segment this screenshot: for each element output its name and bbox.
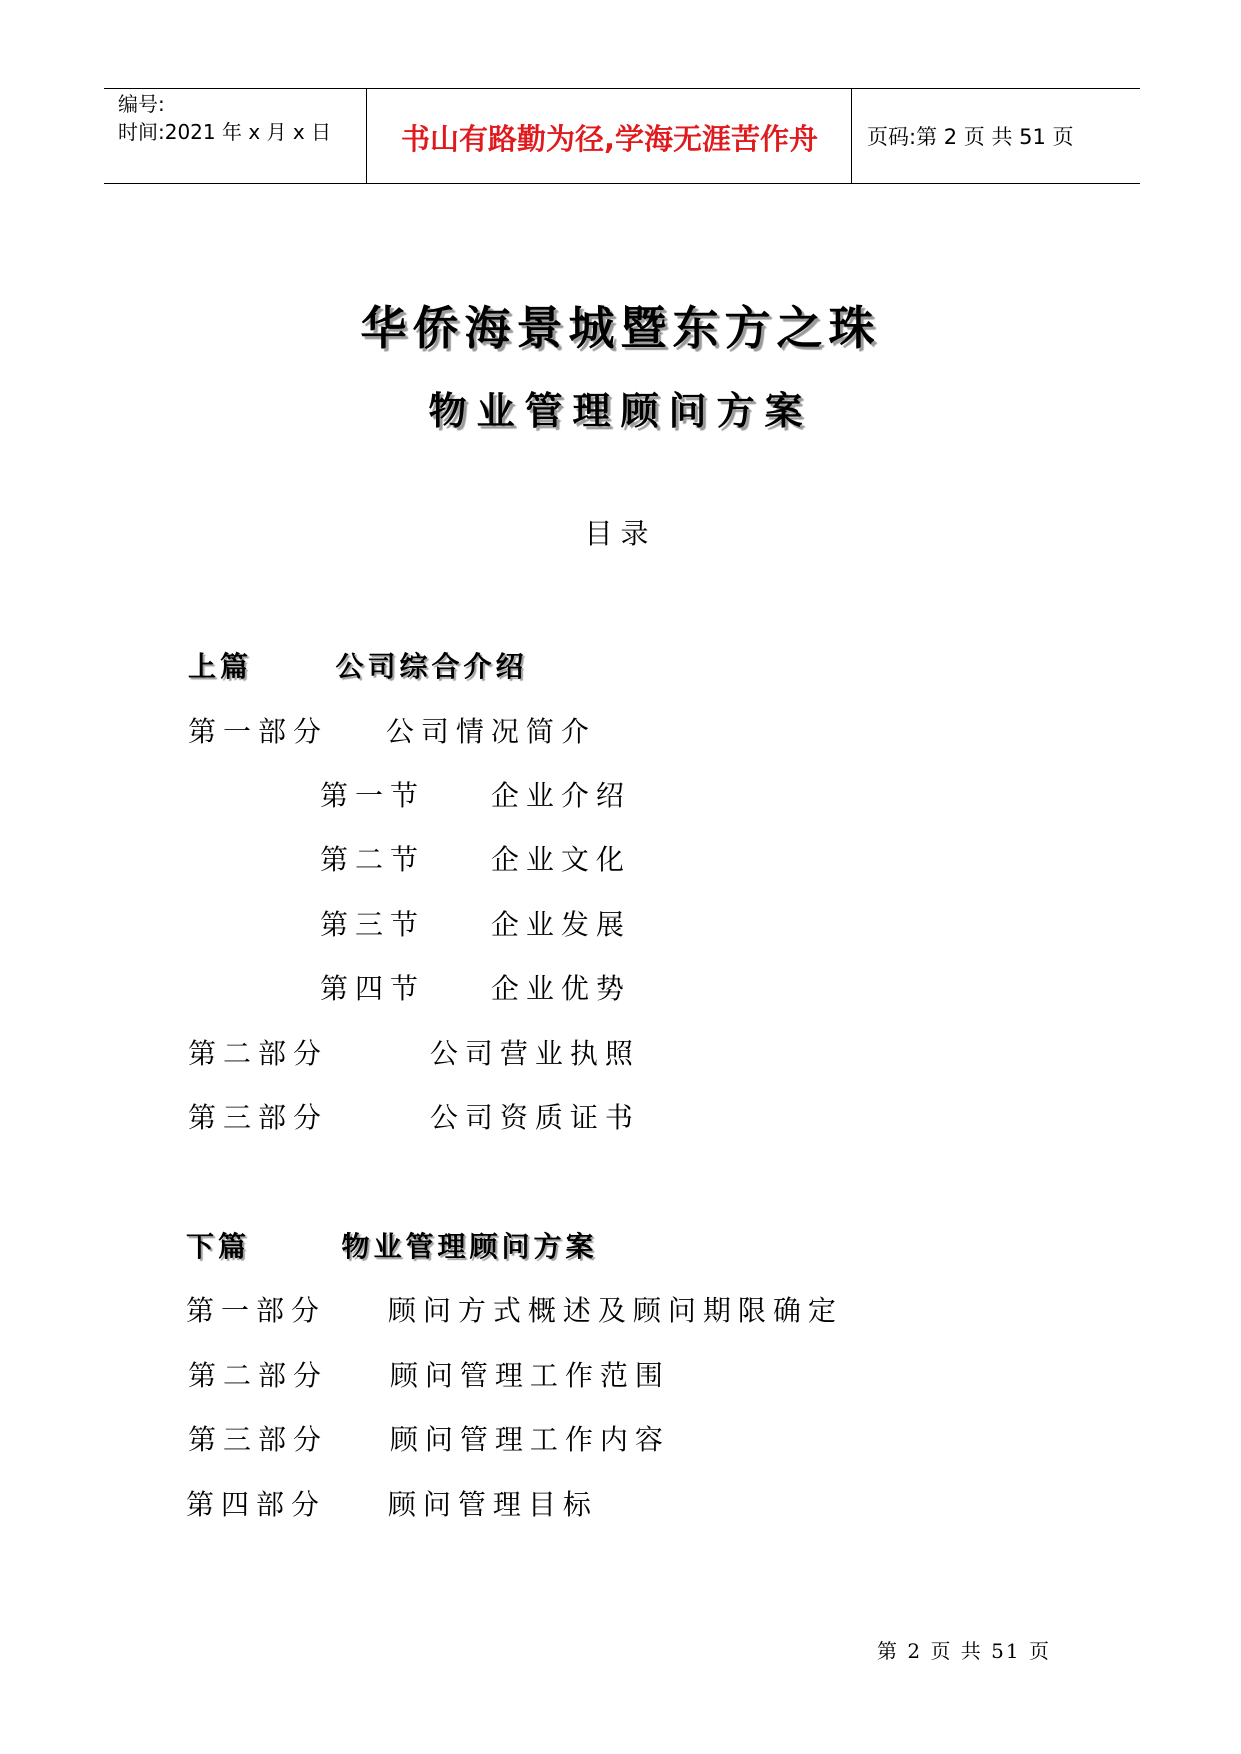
toc-part-entry [186, 1483, 598, 1523]
toc-part-title: 顾问方式概述及顾问期限确定 [387, 1294, 843, 1327]
toc-part-label: 第一部分 [186, 1294, 327, 1327]
toc-section-title: 企业介绍 [490, 779, 631, 812]
toc-section-title: 企业优势 [490, 972, 631, 1005]
header-page-number: 页码:第 2 页 共 51 页 [867, 125, 1074, 149]
toc-part-entry [186, 1289, 843, 1329]
page-footer-number: 第 2 页 共 51 页 [877, 1639, 1051, 1663]
toc-part-title: 公司营业执照 [429, 1037, 640, 1070]
toc-section-title: 企业文化 [490, 843, 631, 876]
header-meta-cell [104, 89, 367, 183]
toc-part-title: 顾问管理目标 [387, 1488, 598, 1521]
header-motto: 书山有路勤为径,学海无涯苦作舟 [400, 122, 819, 156]
toc-section-entry [320, 838, 631, 878]
toc-part-entry [188, 1032, 640, 1072]
toc-volume-lower [186, 1225, 598, 1265]
toc-part-label: 第四部分 [186, 1488, 327, 1521]
header-page-cell [853, 89, 1140, 183]
header-motto-cell [368, 89, 852, 183]
toc-volume-title: 公司综合介绍 [335, 650, 528, 683]
toc-volume-label: 上篇 [188, 650, 253, 683]
document-subtitle: 物业管理顾问方案 [428, 388, 813, 433]
toc-part-entry [188, 1418, 670, 1458]
toc-part-entry [188, 710, 596, 750]
document-time-label: 时间:2021 年 x 月 x 日 [118, 120, 332, 144]
toc-part-label: 第二部分 [188, 1037, 329, 1070]
toc-part-title: 顾问管理工作内容 [389, 1423, 670, 1456]
page-header [104, 88, 1140, 184]
toc-part-title: 公司资质证书 [429, 1101, 640, 1134]
toc-part-label: 第一部分 [188, 715, 329, 748]
toc-heading: 目录 [584, 517, 657, 550]
toc-part-label: 第三部分 [188, 1423, 329, 1456]
toc-section-entry [320, 774, 631, 814]
toc-part-entry [188, 1096, 640, 1136]
document-number-label: 编号: [118, 92, 165, 116]
toc-section-label: 第四节 [320, 972, 426, 1005]
toc-volume-label: 下篇 [186, 1230, 251, 1263]
toc-part-title: 顾问管理工作范围 [389, 1359, 670, 1392]
toc-part-label: 第三部分 [188, 1101, 329, 1134]
toc-section-label: 第二节 [320, 843, 426, 876]
toc-part-title: 公司情况简介 [385, 715, 596, 748]
toc-section-label: 第三节 [320, 908, 426, 941]
document-title: 华侨海景城暨东方之珠 [360, 301, 881, 355]
toc-section-entry [320, 903, 631, 943]
toc-part-label: 第二部分 [188, 1359, 329, 1392]
toc-section-label: 第一节 [320, 779, 426, 812]
toc-volume-title: 物业管理顾问方案 [341, 1230, 598, 1263]
toc-section-title: 企业发展 [490, 908, 631, 941]
toc-volume-upper [188, 645, 528, 685]
toc-part-entry [188, 1354, 670, 1394]
toc-section-entry [320, 967, 631, 1007]
